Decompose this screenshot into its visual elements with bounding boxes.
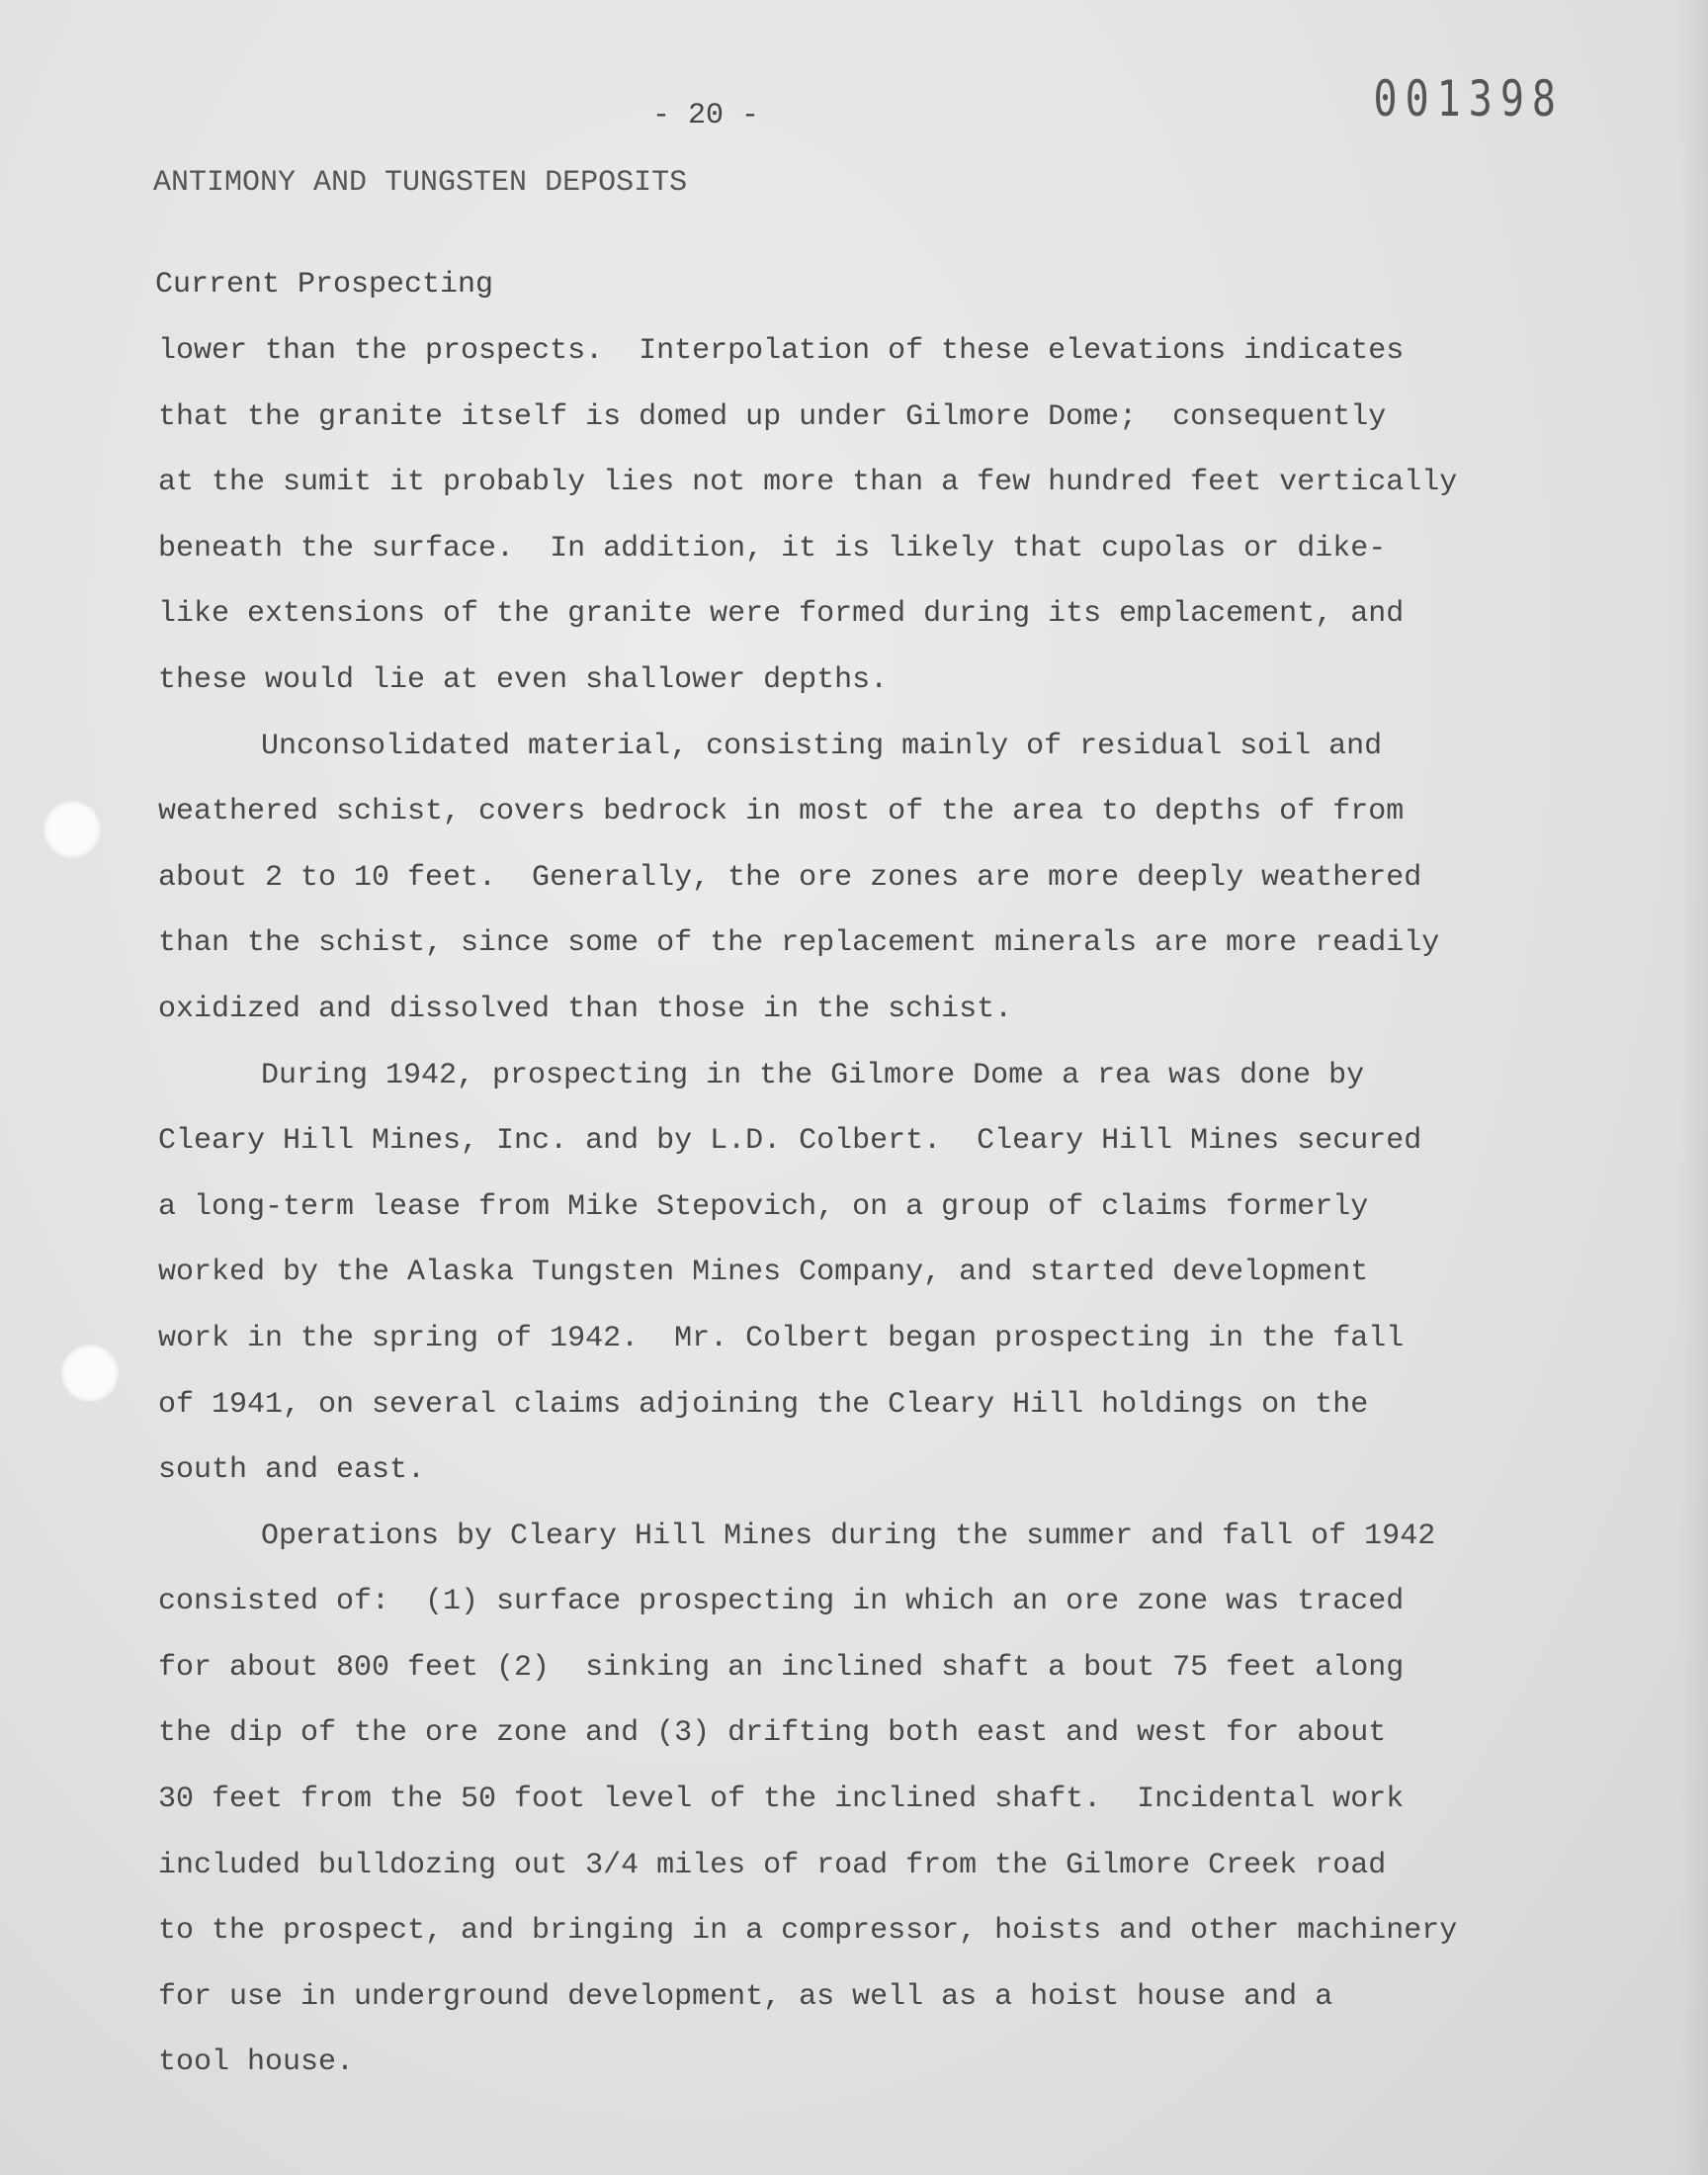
page-edge-shadow [1678, 0, 1708, 2175]
page-heading: ANTIMONY AND TUNGSTEN DEPOSITS [153, 166, 688, 200]
text-line: at the sumit it probably lies not more than a few hundred feet vertically [158, 466, 1458, 500]
text-line: about 2 to 10 feet. Generally, the ore zones are more deeply weathered [158, 860, 1422, 895]
text-line: like extensions of the granite were formed during its emplacement, and [158, 597, 1405, 632]
text-line: these would lie at even shallower depths. [158, 662, 889, 697]
text-line: consisted of: (1) surface prospecting in which an ore zone was traced [158, 1585, 1405, 1619]
text-line: beneath the surface. In addition, it is likely that cupolas or dike- [158, 531, 1387, 566]
text-line: Cleary Hill Mines, Inc. and by L.D. Colbert. Cleary Hill Mines secured [158, 1124, 1422, 1159]
text-line: that the granite itself is domed up under Gilmore Dome; consequently [158, 399, 1387, 434]
text-line: for use in underground development, as well as a hoist house and a [158, 1979, 1333, 2014]
text-line: lower than the prospects. Interpolation of these elevations indicates [158, 334, 1405, 368]
text-line: weathered schist, covers bedrock in most of the area to depths of from [158, 795, 1405, 829]
body-text [158, 318, 1621, 2096]
punch-hole [43, 801, 101, 858]
text-line: to the prospect, and bringing in a compressor, hoists and other machinery [158, 1914, 1458, 1949]
text-line: work in the spring of 1942. Mr. Colbert began prospecting in the fall [158, 1321, 1405, 1355]
text-line: for about 800 feet (2) sinking an inclined shaft a bout 75 feet along [158, 1650, 1405, 1685]
text-line: included bulldozing out 3/4 miles of road from the Gilmore Creek road [158, 1848, 1387, 1882]
text-line: a long-term lease from Mike Stepovich, on a group of claims formerly [158, 1189, 1369, 1224]
section-heading: Current Prospecting [155, 268, 494, 302]
text-line: During 1942, prospecting in the Gilmore Dome a rea was done by [261, 1058, 1365, 1092]
text-line: 30 feet from the 50 foot level of the inclined shaft. Incidental work [158, 1783, 1405, 1817]
punch-hole [61, 1345, 119, 1402]
text-line: south and east. [158, 1453, 426, 1488]
text-line: oxidized and dissolved than those in the schist. [158, 992, 1013, 1026]
text-line: the dip of the ore zone and (3) drifting both east and west for about [158, 1716, 1387, 1751]
document-number: 001398 [1373, 71, 1564, 129]
text-line: than the schist, since some of the replacement minerals are more readily [158, 926, 1440, 961]
page-number: - 20 - [652, 99, 760, 132]
text-line: Unconsolidated material, consisting mainly of residual soil and [261, 729, 1383, 763]
text-line: worked by the Alaska Tungsten Mines Company, and started development [158, 1256, 1369, 1290]
text-line: Operations by Cleary Hill Mines during the summer and fall of 1942 [261, 1519, 1436, 1553]
text-line: tool house. [158, 2045, 355, 2080]
text-line: of 1941, on several claims adjoining the Cleary Hill holdings on the [158, 1387, 1369, 1422]
